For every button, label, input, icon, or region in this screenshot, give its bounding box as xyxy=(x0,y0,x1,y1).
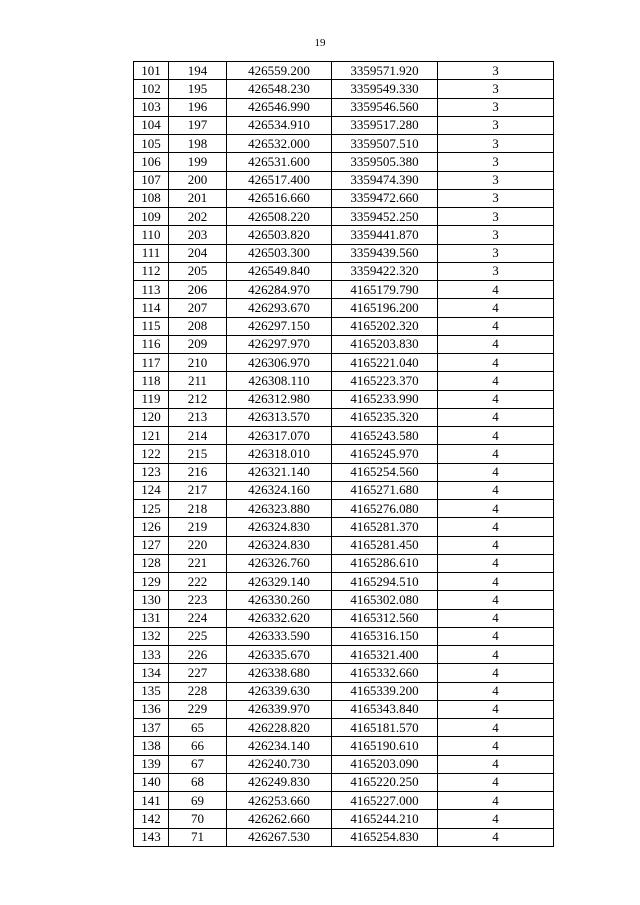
x-coordinate-cell: 426313.570 xyxy=(227,408,332,426)
row-index-cell: 116 xyxy=(134,335,169,353)
y-coordinate-cell: 4165339.200 xyxy=(332,682,438,700)
y-coordinate-cell: 4165271.680 xyxy=(332,481,438,499)
x-coordinate-cell: 426335.670 xyxy=(227,646,332,664)
point-number-cell: 66 xyxy=(169,737,227,755)
table-row xyxy=(134,792,554,810)
table-row xyxy=(134,153,554,171)
point-number-cell: 219 xyxy=(169,518,227,536)
row-index-cell: 132 xyxy=(134,627,169,645)
row-index-cell: 143 xyxy=(134,828,169,846)
x-coordinate-cell: 426534.910 xyxy=(227,116,332,134)
group-cell: 4 xyxy=(438,299,554,317)
point-number-cell: 71 xyxy=(169,828,227,846)
row-index-cell: 106 xyxy=(134,153,169,171)
y-coordinate-cell: 4165294.510 xyxy=(332,573,438,591)
point-number-cell: 198 xyxy=(169,135,227,153)
row-index-cell: 122 xyxy=(134,445,169,463)
row-index-cell: 110 xyxy=(134,226,169,244)
x-coordinate-cell: 426297.970 xyxy=(227,335,332,353)
group-cell: 4 xyxy=(438,700,554,718)
row-index-cell: 109 xyxy=(134,208,169,226)
table-row xyxy=(134,189,554,207)
point-number-cell: 222 xyxy=(169,573,227,591)
group-cell: 4 xyxy=(438,281,554,299)
x-coordinate-cell: 426329.140 xyxy=(227,573,332,591)
x-coordinate-cell: 426321.140 xyxy=(227,463,332,481)
row-index-cell: 119 xyxy=(134,390,169,408)
x-coordinate-cell: 426339.630 xyxy=(227,682,332,700)
table-row xyxy=(134,390,554,408)
row-index-cell: 140 xyxy=(134,773,169,791)
point-number-cell: 226 xyxy=(169,646,227,664)
row-index-cell: 107 xyxy=(134,171,169,189)
y-coordinate-cell: 4165202.320 xyxy=(332,317,438,335)
group-cell: 3 xyxy=(438,153,554,171)
y-coordinate-cell: 4165312.560 xyxy=(332,609,438,627)
y-coordinate-cell: 4165286.610 xyxy=(332,554,438,572)
group-cell: 4 xyxy=(438,627,554,645)
table-row xyxy=(134,737,554,755)
table-row xyxy=(134,116,554,134)
row-index-cell: 137 xyxy=(134,719,169,737)
row-index-cell: 118 xyxy=(134,372,169,390)
x-coordinate-cell: 426306.970 xyxy=(227,354,332,372)
point-number-cell: 65 xyxy=(169,719,227,737)
group-cell: 4 xyxy=(438,773,554,791)
x-coordinate-cell: 426332.620 xyxy=(227,609,332,627)
x-coordinate-cell: 426546.990 xyxy=(227,98,332,116)
table-row xyxy=(134,609,554,627)
point-number-cell: 218 xyxy=(169,500,227,518)
point-number-cell: 227 xyxy=(169,664,227,682)
x-coordinate-cell: 426531.600 xyxy=(227,153,332,171)
group-cell: 4 xyxy=(438,317,554,335)
point-number-cell: 216 xyxy=(169,463,227,481)
point-number-cell: 199 xyxy=(169,153,227,171)
point-number-cell: 70 xyxy=(169,810,227,828)
table-row xyxy=(134,664,554,682)
table-row xyxy=(134,135,554,153)
point-number-cell: 207 xyxy=(169,299,227,317)
point-number-cell: 225 xyxy=(169,627,227,645)
x-coordinate-cell: 426503.820 xyxy=(227,226,332,244)
row-index-cell: 101 xyxy=(134,62,169,80)
y-coordinate-cell: 3359507.510 xyxy=(332,135,438,153)
x-coordinate-cell: 426549.840 xyxy=(227,262,332,280)
row-index-cell: 115 xyxy=(134,317,169,335)
x-coordinate-cell: 426317.070 xyxy=(227,427,332,445)
y-coordinate-cell: 4165223.370 xyxy=(332,372,438,390)
x-coordinate-cell: 426324.830 xyxy=(227,536,332,554)
y-coordinate-cell: 4165233.990 xyxy=(332,390,438,408)
y-coordinate-cell: 4165243.580 xyxy=(332,427,438,445)
table-row xyxy=(134,372,554,390)
table-row xyxy=(134,281,554,299)
y-coordinate-cell: 3359549.330 xyxy=(332,80,438,98)
row-index-cell: 136 xyxy=(134,700,169,718)
row-index-cell: 121 xyxy=(134,427,169,445)
page-number: 19 xyxy=(314,37,326,49)
group-cell: 4 xyxy=(438,518,554,536)
table-row xyxy=(134,627,554,645)
x-coordinate-cell: 426324.830 xyxy=(227,518,332,536)
point-number-cell: 220 xyxy=(169,536,227,554)
group-cell: 4 xyxy=(438,755,554,773)
x-coordinate-cell: 426284.970 xyxy=(227,281,332,299)
point-number-cell: 196 xyxy=(169,98,227,116)
point-number-cell: 205 xyxy=(169,262,227,280)
group-cell: 3 xyxy=(438,62,554,80)
table-row xyxy=(134,481,554,499)
table-row xyxy=(134,445,554,463)
y-coordinate-cell: 4165321.400 xyxy=(332,646,438,664)
y-coordinate-cell: 4165181.570 xyxy=(332,719,438,737)
x-coordinate-cell: 426338.680 xyxy=(227,664,332,682)
group-cell: 4 xyxy=(438,719,554,737)
y-coordinate-cell: 4165235.320 xyxy=(332,408,438,426)
row-index-cell: 126 xyxy=(134,518,169,536)
y-coordinate-cell: 4165190.610 xyxy=(332,737,438,755)
table-row xyxy=(134,646,554,664)
point-number-cell: 203 xyxy=(169,226,227,244)
y-coordinate-cell: 4165220.250 xyxy=(332,773,438,791)
row-index-cell: 129 xyxy=(134,573,169,591)
row-index-cell: 139 xyxy=(134,755,169,773)
group-cell: 4 xyxy=(438,573,554,591)
point-number-cell: 214 xyxy=(169,427,227,445)
point-number-cell: 209 xyxy=(169,335,227,353)
coordinates-table-body xyxy=(134,62,554,847)
point-number-cell: 201 xyxy=(169,189,227,207)
table-row xyxy=(134,755,554,773)
row-index-cell: 142 xyxy=(134,810,169,828)
x-coordinate-cell: 426240.730 xyxy=(227,755,332,773)
row-index-cell: 104 xyxy=(134,116,169,134)
x-coordinate-cell: 426308.110 xyxy=(227,372,332,390)
x-coordinate-cell: 426548.230 xyxy=(227,80,332,98)
table-row xyxy=(134,518,554,536)
x-coordinate-cell: 426297.150 xyxy=(227,317,332,335)
row-index-cell: 113 xyxy=(134,281,169,299)
y-coordinate-cell: 4165227.000 xyxy=(332,792,438,810)
y-coordinate-cell: 3359441.870 xyxy=(332,226,438,244)
group-cell: 3 xyxy=(438,116,554,134)
x-coordinate-cell: 426559.200 xyxy=(227,62,332,80)
point-number-cell: 229 xyxy=(169,700,227,718)
y-coordinate-cell: 3359472.660 xyxy=(332,189,438,207)
x-coordinate-cell: 426503.300 xyxy=(227,244,332,262)
group-cell: 3 xyxy=(438,262,554,280)
row-index-cell: 123 xyxy=(134,463,169,481)
x-coordinate-cell: 426253.660 xyxy=(227,792,332,810)
point-number-cell: 211 xyxy=(169,372,227,390)
row-index-cell: 105 xyxy=(134,135,169,153)
group-cell: 4 xyxy=(438,664,554,682)
y-coordinate-cell: 3359571.920 xyxy=(332,62,438,80)
x-coordinate-cell: 426234.140 xyxy=(227,737,332,755)
y-coordinate-cell: 4165203.090 xyxy=(332,755,438,773)
point-number-cell: 67 xyxy=(169,755,227,773)
x-coordinate-cell: 426532.000 xyxy=(227,135,332,153)
y-coordinate-cell: 4165203.830 xyxy=(332,335,438,353)
row-index-cell: 114 xyxy=(134,299,169,317)
y-coordinate-cell: 4165332.660 xyxy=(332,664,438,682)
table-row xyxy=(134,828,554,846)
y-coordinate-cell: 4165244.210 xyxy=(332,810,438,828)
table-row xyxy=(134,682,554,700)
point-number-cell: 204 xyxy=(169,244,227,262)
group-cell: 4 xyxy=(438,427,554,445)
point-number-cell: 217 xyxy=(169,481,227,499)
table-row xyxy=(134,591,554,609)
point-number-cell: 210 xyxy=(169,354,227,372)
group-cell: 3 xyxy=(438,98,554,116)
point-number-cell: 202 xyxy=(169,208,227,226)
point-number-cell: 208 xyxy=(169,317,227,335)
x-coordinate-cell: 426330.260 xyxy=(227,591,332,609)
table-row xyxy=(134,317,554,335)
y-coordinate-cell: 3359452.250 xyxy=(332,208,438,226)
table-row xyxy=(134,244,554,262)
row-index-cell: 138 xyxy=(134,737,169,755)
y-coordinate-cell: 4165302.080 xyxy=(332,591,438,609)
row-index-cell: 108 xyxy=(134,189,169,207)
y-coordinate-cell: 3359422.320 xyxy=(332,262,438,280)
table-row xyxy=(134,573,554,591)
row-index-cell: 127 xyxy=(134,536,169,554)
x-coordinate-cell: 426323.880 xyxy=(227,500,332,518)
point-number-cell: 197 xyxy=(169,116,227,134)
table-row xyxy=(134,98,554,116)
row-index-cell: 125 xyxy=(134,500,169,518)
group-cell: 3 xyxy=(438,208,554,226)
row-index-cell: 135 xyxy=(134,682,169,700)
y-coordinate-cell: 3359439.560 xyxy=(332,244,438,262)
table-row xyxy=(134,171,554,189)
row-index-cell: 120 xyxy=(134,408,169,426)
group-cell: 3 xyxy=(438,135,554,153)
x-coordinate-cell: 426326.760 xyxy=(227,554,332,572)
point-number-cell: 206 xyxy=(169,281,227,299)
point-number-cell: 213 xyxy=(169,408,227,426)
y-coordinate-cell: 4165281.450 xyxy=(332,536,438,554)
point-number-cell: 223 xyxy=(169,591,227,609)
table-row xyxy=(134,226,554,244)
point-number-cell: 195 xyxy=(169,80,227,98)
y-coordinate-cell: 4165281.370 xyxy=(332,518,438,536)
x-coordinate-cell: 426339.970 xyxy=(227,700,332,718)
y-coordinate-cell: 4165254.560 xyxy=(332,463,438,481)
group-cell: 4 xyxy=(438,828,554,846)
y-coordinate-cell: 3359474.390 xyxy=(332,171,438,189)
x-coordinate-cell: 426517.400 xyxy=(227,171,332,189)
group-cell: 3 xyxy=(438,244,554,262)
y-coordinate-cell: 4165343.840 xyxy=(332,700,438,718)
x-coordinate-cell: 426262.660 xyxy=(227,810,332,828)
table-row xyxy=(134,700,554,718)
x-coordinate-cell: 426267.530 xyxy=(227,828,332,846)
group-cell: 4 xyxy=(438,500,554,518)
group-cell: 4 xyxy=(438,609,554,627)
row-index-cell: 141 xyxy=(134,792,169,810)
x-coordinate-cell: 426312.980 xyxy=(227,390,332,408)
group-cell: 3 xyxy=(438,189,554,207)
point-number-cell: 69 xyxy=(169,792,227,810)
group-cell: 4 xyxy=(438,408,554,426)
row-index-cell: 102 xyxy=(134,80,169,98)
group-cell: 4 xyxy=(438,646,554,664)
y-coordinate-cell: 3359505.380 xyxy=(332,153,438,171)
group-cell: 3 xyxy=(438,171,554,189)
table-row xyxy=(134,719,554,737)
table-row xyxy=(134,427,554,445)
x-coordinate-cell: 426516.660 xyxy=(227,189,332,207)
group-cell: 4 xyxy=(438,390,554,408)
table-row xyxy=(134,554,554,572)
group-cell: 4 xyxy=(438,554,554,572)
point-number-cell: 194 xyxy=(169,62,227,80)
group-cell: 4 xyxy=(438,682,554,700)
row-index-cell: 133 xyxy=(134,646,169,664)
x-coordinate-cell: 426324.160 xyxy=(227,481,332,499)
row-index-cell: 112 xyxy=(134,262,169,280)
row-index-cell: 111 xyxy=(134,244,169,262)
x-coordinate-cell: 426293.670 xyxy=(227,299,332,317)
point-number-cell: 212 xyxy=(169,390,227,408)
y-coordinate-cell: 4165196.200 xyxy=(332,299,438,317)
group-cell: 4 xyxy=(438,536,554,554)
point-number-cell: 215 xyxy=(169,445,227,463)
group-cell: 4 xyxy=(438,810,554,828)
table-row xyxy=(134,62,554,80)
y-coordinate-cell: 4165179.790 xyxy=(332,281,438,299)
row-index-cell: 124 xyxy=(134,481,169,499)
y-coordinate-cell: 4165221.040 xyxy=(332,354,438,372)
group-cell: 4 xyxy=(438,445,554,463)
table-row xyxy=(134,810,554,828)
x-coordinate-cell: 426228.820 xyxy=(227,719,332,737)
group-cell: 4 xyxy=(438,463,554,481)
x-coordinate-cell: 426508.220 xyxy=(227,208,332,226)
row-index-cell: 117 xyxy=(134,354,169,372)
group-cell: 4 xyxy=(438,737,554,755)
table-row xyxy=(134,80,554,98)
group-cell: 4 xyxy=(438,335,554,353)
group-cell: 4 xyxy=(438,372,554,390)
group-cell: 4 xyxy=(438,354,554,372)
y-coordinate-cell: 4165276.080 xyxy=(332,500,438,518)
table-row xyxy=(134,500,554,518)
y-coordinate-cell: 4165316.150 xyxy=(332,627,438,645)
table-row xyxy=(134,208,554,226)
table-row xyxy=(134,262,554,280)
table-row xyxy=(134,299,554,317)
table-row xyxy=(134,354,554,372)
group-cell: 3 xyxy=(438,80,554,98)
point-number-cell: 68 xyxy=(169,773,227,791)
group-cell: 4 xyxy=(438,792,554,810)
row-index-cell: 131 xyxy=(134,609,169,627)
table-row xyxy=(134,408,554,426)
table-row xyxy=(134,335,554,353)
y-coordinate-cell: 3359546.560 xyxy=(332,98,438,116)
y-coordinate-cell: 3359517.280 xyxy=(332,116,438,134)
x-coordinate-cell: 426249.830 xyxy=(227,773,332,791)
row-index-cell: 134 xyxy=(134,664,169,682)
coordinates-table xyxy=(133,61,554,847)
group-cell: 4 xyxy=(438,481,554,499)
table-row xyxy=(134,536,554,554)
group-cell: 3 xyxy=(438,226,554,244)
row-index-cell: 130 xyxy=(134,591,169,609)
point-number-cell: 228 xyxy=(169,682,227,700)
point-number-cell: 224 xyxy=(169,609,227,627)
point-number-cell: 221 xyxy=(169,554,227,572)
row-index-cell: 103 xyxy=(134,98,169,116)
table-row xyxy=(134,463,554,481)
y-coordinate-cell: 4165254.830 xyxy=(332,828,438,846)
y-coordinate-cell: 4165245.970 xyxy=(332,445,438,463)
x-coordinate-cell: 426333.590 xyxy=(227,627,332,645)
point-number-cell: 200 xyxy=(169,171,227,189)
x-coordinate-cell: 426318.010 xyxy=(227,445,332,463)
row-index-cell: 128 xyxy=(134,554,169,572)
group-cell: 4 xyxy=(438,591,554,609)
table-row xyxy=(134,773,554,791)
